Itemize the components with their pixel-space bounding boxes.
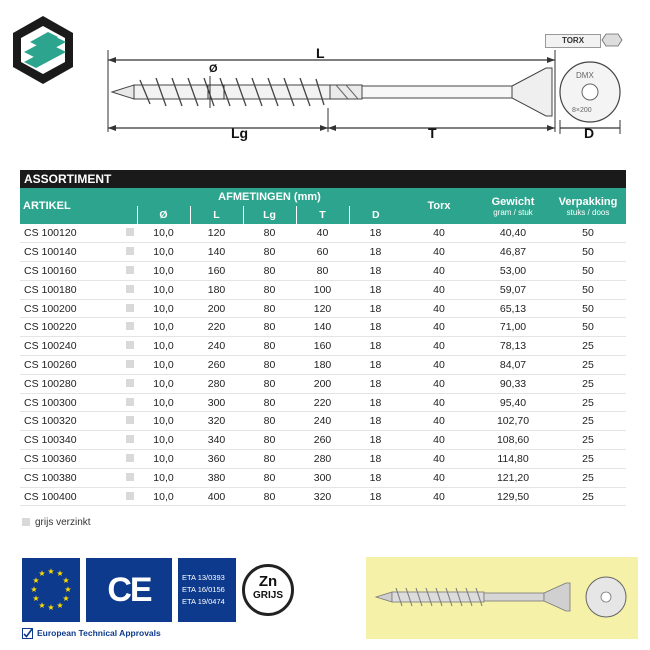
col-diameter: Ø [137, 206, 190, 224]
cell-length: 300 [190, 393, 243, 412]
table-row [20, 337, 626, 356]
table-row [20, 224, 626, 243]
cell-weight: 84,07 [476, 356, 550, 375]
svg-text:★: ★ [47, 567, 55, 576]
cell-pack: 50 [550, 224, 626, 243]
cell-t: 160 [296, 337, 349, 356]
grey-swatch-icon [126, 266, 134, 274]
cell-length: 360 [190, 450, 243, 469]
cell-diameter: 10,0 [137, 337, 190, 356]
brand-logo-icon [10, 14, 76, 86]
cell-pack: 25 [550, 487, 626, 506]
cell-finish-swatch [122, 243, 137, 262]
cell-diameter: 10,0 [137, 431, 190, 450]
cell-finish-swatch [122, 431, 137, 450]
col-artikel: ARTIKEL [20, 188, 137, 224]
cell-pack: 50 [550, 318, 626, 337]
cell-weight: 95,40 [476, 393, 550, 412]
screw-shape [112, 68, 552, 116]
cell-torx: 40 [402, 262, 476, 281]
cell-diameter: 10,0 [137, 356, 190, 375]
cell-pack: 25 [550, 356, 626, 375]
cell-t: 260 [296, 431, 349, 450]
dim-l-label: L [316, 45, 325, 61]
cell-finish-swatch [122, 280, 137, 299]
cell-thread-length: 80 [243, 243, 296, 262]
cell-pack: 50 [550, 299, 626, 318]
table-row [20, 280, 626, 299]
cell-t: 300 [296, 468, 349, 487]
cell-diameter: 10,0 [137, 280, 190, 299]
cell-t: 40 [296, 224, 349, 243]
cell-artikel: CS 100320 [20, 412, 122, 431]
cell-finish-swatch [122, 337, 137, 356]
grey-swatch-icon [126, 492, 134, 500]
cell-artikel: CS 100300 [20, 393, 122, 412]
grey-swatch-icon [126, 228, 134, 236]
grey-swatch-icon [126, 304, 134, 312]
cell-finish-swatch [122, 374, 137, 393]
eu-flag-icon [22, 558, 80, 622]
table-row [20, 262, 626, 281]
cell-pack: 25 [550, 337, 626, 356]
cell-head-diameter: 18 [349, 393, 402, 412]
table-row [20, 374, 626, 393]
cell-head-diameter: 18 [349, 468, 402, 487]
cell-head-diameter: 18 [349, 299, 402, 318]
dim-diameter-label: Ø [209, 63, 218, 75]
cell-head-diameter: 18 [349, 412, 402, 431]
cell-weight: 59,07 [476, 280, 550, 299]
dim-lg-label: Lg [231, 125, 249, 141]
svg-text:★: ★ [32, 594, 40, 603]
ce-mark-text: CE [107, 571, 151, 609]
cell-weight: 46,87 [476, 243, 550, 262]
cell-artikel: CS 100140 [20, 243, 122, 262]
cell-thread-length: 80 [243, 280, 296, 299]
cell-thread-length: 80 [243, 337, 296, 356]
cell-head-diameter: 18 [349, 374, 402, 393]
eta-line: ETA 16/0156 [182, 585, 225, 594]
approvals-note [22, 628, 161, 639]
cell-artikel: CS 100220 [20, 318, 122, 337]
head-marking-bottom: 8×200 [572, 107, 592, 114]
cell-thread-length: 80 [243, 468, 296, 487]
cell-finish-swatch [122, 299, 137, 318]
screw-photo-icon [366, 557, 638, 639]
cell-weight: 129,50 [476, 487, 550, 506]
cell-finish-swatch [122, 393, 137, 412]
svg-text:★: ★ [47, 603, 55, 612]
cell-pack: 25 [550, 468, 626, 487]
cell-artikel: CS 100240 [20, 337, 122, 356]
assortment-table-section [20, 170, 626, 506]
torx-badge: TORX [545, 34, 601, 48]
svg-text:★: ★ [38, 569, 46, 578]
cell-weight: 90,33 [476, 374, 550, 393]
cell-torx: 40 [402, 280, 476, 299]
cell-t: 60 [296, 243, 349, 262]
screw-head-view [560, 62, 620, 122]
table-row [20, 487, 626, 506]
cell-finish-swatch [122, 412, 137, 431]
cell-thread-length: 80 [243, 450, 296, 469]
eta-list [178, 558, 236, 622]
table-row [20, 318, 626, 337]
eta-line: ETA 13/0393 [182, 573, 225, 582]
cell-head-diameter: 18 [349, 262, 402, 281]
svg-text:★: ★ [56, 601, 64, 610]
cell-weight: 71,00 [476, 318, 550, 337]
cell-length: 380 [190, 468, 243, 487]
grey-swatch-icon [126, 398, 134, 406]
cell-thread-length: 80 [243, 374, 296, 393]
cell-finish-swatch [122, 468, 137, 487]
col-verpakking-unit: stuks / doos [566, 207, 610, 217]
col-torx: Torx [402, 188, 476, 224]
grey-swatch-icon [126, 247, 134, 255]
cell-length: 120 [190, 224, 243, 243]
cell-thread-length: 80 [243, 318, 296, 337]
cell-head-diameter: 18 [349, 243, 402, 262]
cell-finish-swatch [122, 318, 137, 337]
cell-head-diameter: 18 [349, 356, 402, 375]
bit-icon [602, 34, 622, 46]
cell-length: 400 [190, 487, 243, 506]
col-verpakking [550, 188, 626, 224]
cell-head-diameter: 18 [349, 450, 402, 469]
cell-artikel: CS 100180 [20, 280, 122, 299]
svg-text:★: ★ [64, 585, 72, 594]
cell-torx: 40 [402, 393, 476, 412]
cell-artikel: CS 100260 [20, 356, 122, 375]
head-marking-top: DMX [576, 71, 594, 80]
col-thread-length: Lg [243, 206, 296, 224]
cell-artikel: CS 100160 [20, 262, 122, 281]
table-row [20, 356, 626, 375]
cell-weight: 114,80 [476, 450, 550, 469]
cell-torx: 40 [402, 318, 476, 337]
cell-torx: 40 [402, 243, 476, 262]
cell-head-diameter: 18 [349, 337, 402, 356]
cell-artikel: CS 100200 [20, 299, 122, 318]
table-row [20, 450, 626, 469]
col-gewicht [476, 188, 550, 224]
cell-weight: 40,40 [476, 224, 550, 243]
cell-length: 260 [190, 356, 243, 375]
cell-torx: 40 [402, 468, 476, 487]
cell-length: 320 [190, 412, 243, 431]
col-head-diameter: D [349, 206, 402, 224]
assortment-table [20, 188, 626, 506]
cell-head-diameter: 18 [349, 280, 402, 299]
cell-t: 240 [296, 412, 349, 431]
table-row [20, 412, 626, 431]
cell-length: 180 [190, 280, 243, 299]
cell-thread-length: 80 [243, 393, 296, 412]
cell-length: 200 [190, 299, 243, 318]
product-photo [366, 557, 638, 639]
cell-diameter: 10,0 [137, 468, 190, 487]
cell-torx: 40 [402, 412, 476, 431]
ce-mark [86, 558, 172, 622]
grey-swatch-icon [22, 518, 30, 526]
cell-torx: 40 [402, 337, 476, 356]
assortment-title: ASSORTIMENT [20, 170, 626, 188]
cell-artikel: CS 100400 [20, 487, 122, 506]
cell-weight: 78,13 [476, 337, 550, 356]
cell-torx: 40 [402, 431, 476, 450]
cell-t: 120 [296, 299, 349, 318]
zn-label: GRIJS [252, 590, 283, 601]
cell-t: 200 [296, 374, 349, 393]
cell-length: 240 [190, 337, 243, 356]
cell-length: 340 [190, 431, 243, 450]
cell-head-diameter: 18 [349, 487, 402, 506]
cell-finish-swatch [122, 224, 137, 243]
cell-length: 280 [190, 374, 243, 393]
cell-artikel: CS 100280 [20, 374, 122, 393]
cell-diameter: 10,0 [137, 393, 190, 412]
cell-pack: 25 [550, 393, 626, 412]
table-row [20, 468, 626, 487]
col-verpakking-label: Verpakking [558, 195, 618, 208]
table-row [20, 431, 626, 450]
cell-torx: 40 [402, 356, 476, 375]
dim-t-label: T [428, 125, 437, 141]
cell-artikel: CS 100340 [20, 431, 122, 450]
cell-artikel: CS 100380 [20, 468, 122, 487]
col-gewicht-label: Gewicht [491, 195, 535, 208]
cell-diameter: 10,0 [137, 487, 190, 506]
grey-swatch-icon [126, 454, 134, 462]
cell-pack: 50 [550, 262, 626, 281]
cell-t: 180 [296, 356, 349, 375]
cell-pack: 25 [550, 450, 626, 469]
cell-diameter: 10,0 [137, 450, 190, 469]
zn-symbol: Zn [258, 573, 278, 590]
grey-swatch-icon [126, 473, 134, 481]
cell-t: 220 [296, 393, 349, 412]
grey-swatch-icon [126, 379, 134, 387]
cell-t: 140 [296, 318, 349, 337]
dim-d-label: D [584, 125, 595, 141]
svg-text:★: ★ [56, 569, 64, 578]
cell-thread-length: 80 [243, 487, 296, 506]
cell-thread-length: 80 [243, 299, 296, 318]
grey-swatch-icon [126, 360, 134, 368]
cell-pack: 50 [550, 280, 626, 299]
legend-label: grijs verzinkt [35, 517, 91, 528]
cell-thread-length: 80 [243, 262, 296, 281]
svg-text:★: ★ [32, 576, 40, 585]
table-row [20, 393, 626, 412]
cell-torx: 40 [402, 450, 476, 469]
svg-text:★: ★ [38, 601, 46, 610]
cell-thread-length: 80 [243, 412, 296, 431]
grey-swatch-icon [126, 285, 134, 293]
cell-finish-swatch [122, 487, 137, 506]
cell-pack: 25 [550, 374, 626, 393]
svg-text:★: ★ [62, 594, 70, 603]
table-row [20, 243, 626, 262]
cell-finish-swatch [122, 356, 137, 375]
cell-length: 160 [190, 262, 243, 281]
grey-swatch-icon [126, 322, 134, 330]
cell-weight: 108,60 [476, 431, 550, 450]
table-row [20, 299, 626, 318]
cell-diameter: 10,0 [137, 243, 190, 262]
col-gewicht-unit: gram / stuk [493, 207, 533, 217]
cell-diameter: 10,0 [137, 412, 190, 431]
cell-pack: 25 [550, 412, 626, 431]
cell-t: 80 [296, 262, 349, 281]
cell-artikel: CS 100360 [20, 450, 122, 469]
cell-pack: 25 [550, 431, 626, 450]
cell-finish-swatch [122, 262, 137, 281]
cell-head-diameter: 18 [349, 318, 402, 337]
cell-thread-length: 80 [243, 431, 296, 450]
zinc-grey-badge [242, 564, 294, 616]
cell-torx: 40 [402, 299, 476, 318]
cell-finish-swatch [122, 450, 137, 469]
checkmark-icon [22, 628, 33, 639]
cell-diameter: 10,0 [137, 374, 190, 393]
svg-text:★: ★ [30, 585, 38, 594]
cell-thread-length: 80 [243, 224, 296, 243]
cell-t: 100 [296, 280, 349, 299]
cell-diameter: 10,0 [137, 262, 190, 281]
col-length: L [190, 206, 243, 224]
cell-head-diameter: 18 [349, 224, 402, 243]
grey-swatch-icon [126, 416, 134, 424]
cell-diameter: 10,0 [137, 318, 190, 337]
finish-legend [22, 517, 91, 528]
col-t: T [296, 206, 349, 224]
cell-artikel: CS 100120 [20, 224, 122, 243]
cell-torx: 40 [402, 374, 476, 393]
cell-t: 280 [296, 450, 349, 469]
grey-swatch-icon [126, 435, 134, 443]
cell-torx: 40 [402, 487, 476, 506]
cell-pack: 50 [550, 243, 626, 262]
cell-weight: 121,20 [476, 468, 550, 487]
cell-diameter: 10,0 [137, 224, 190, 243]
cell-length: 220 [190, 318, 243, 337]
col-afmetingen: AFMETINGEN (mm) [137, 188, 402, 206]
cell-diameter: 10,0 [137, 299, 190, 318]
cell-torx: 40 [402, 224, 476, 243]
cell-weight: 53,00 [476, 262, 550, 281]
cell-head-diameter: 18 [349, 431, 402, 450]
grey-swatch-icon [126, 341, 134, 349]
cell-thread-length: 80 [243, 356, 296, 375]
cell-weight: 65,13 [476, 299, 550, 318]
eta-line: ETA 19/0474 [182, 597, 225, 606]
cell-weight: 102,70 [476, 412, 550, 431]
approvals-label: European Technical Approvals [37, 628, 161, 638]
svg-text:★: ★ [62, 576, 70, 585]
cell-t: 320 [296, 487, 349, 506]
cell-length: 140 [190, 243, 243, 262]
